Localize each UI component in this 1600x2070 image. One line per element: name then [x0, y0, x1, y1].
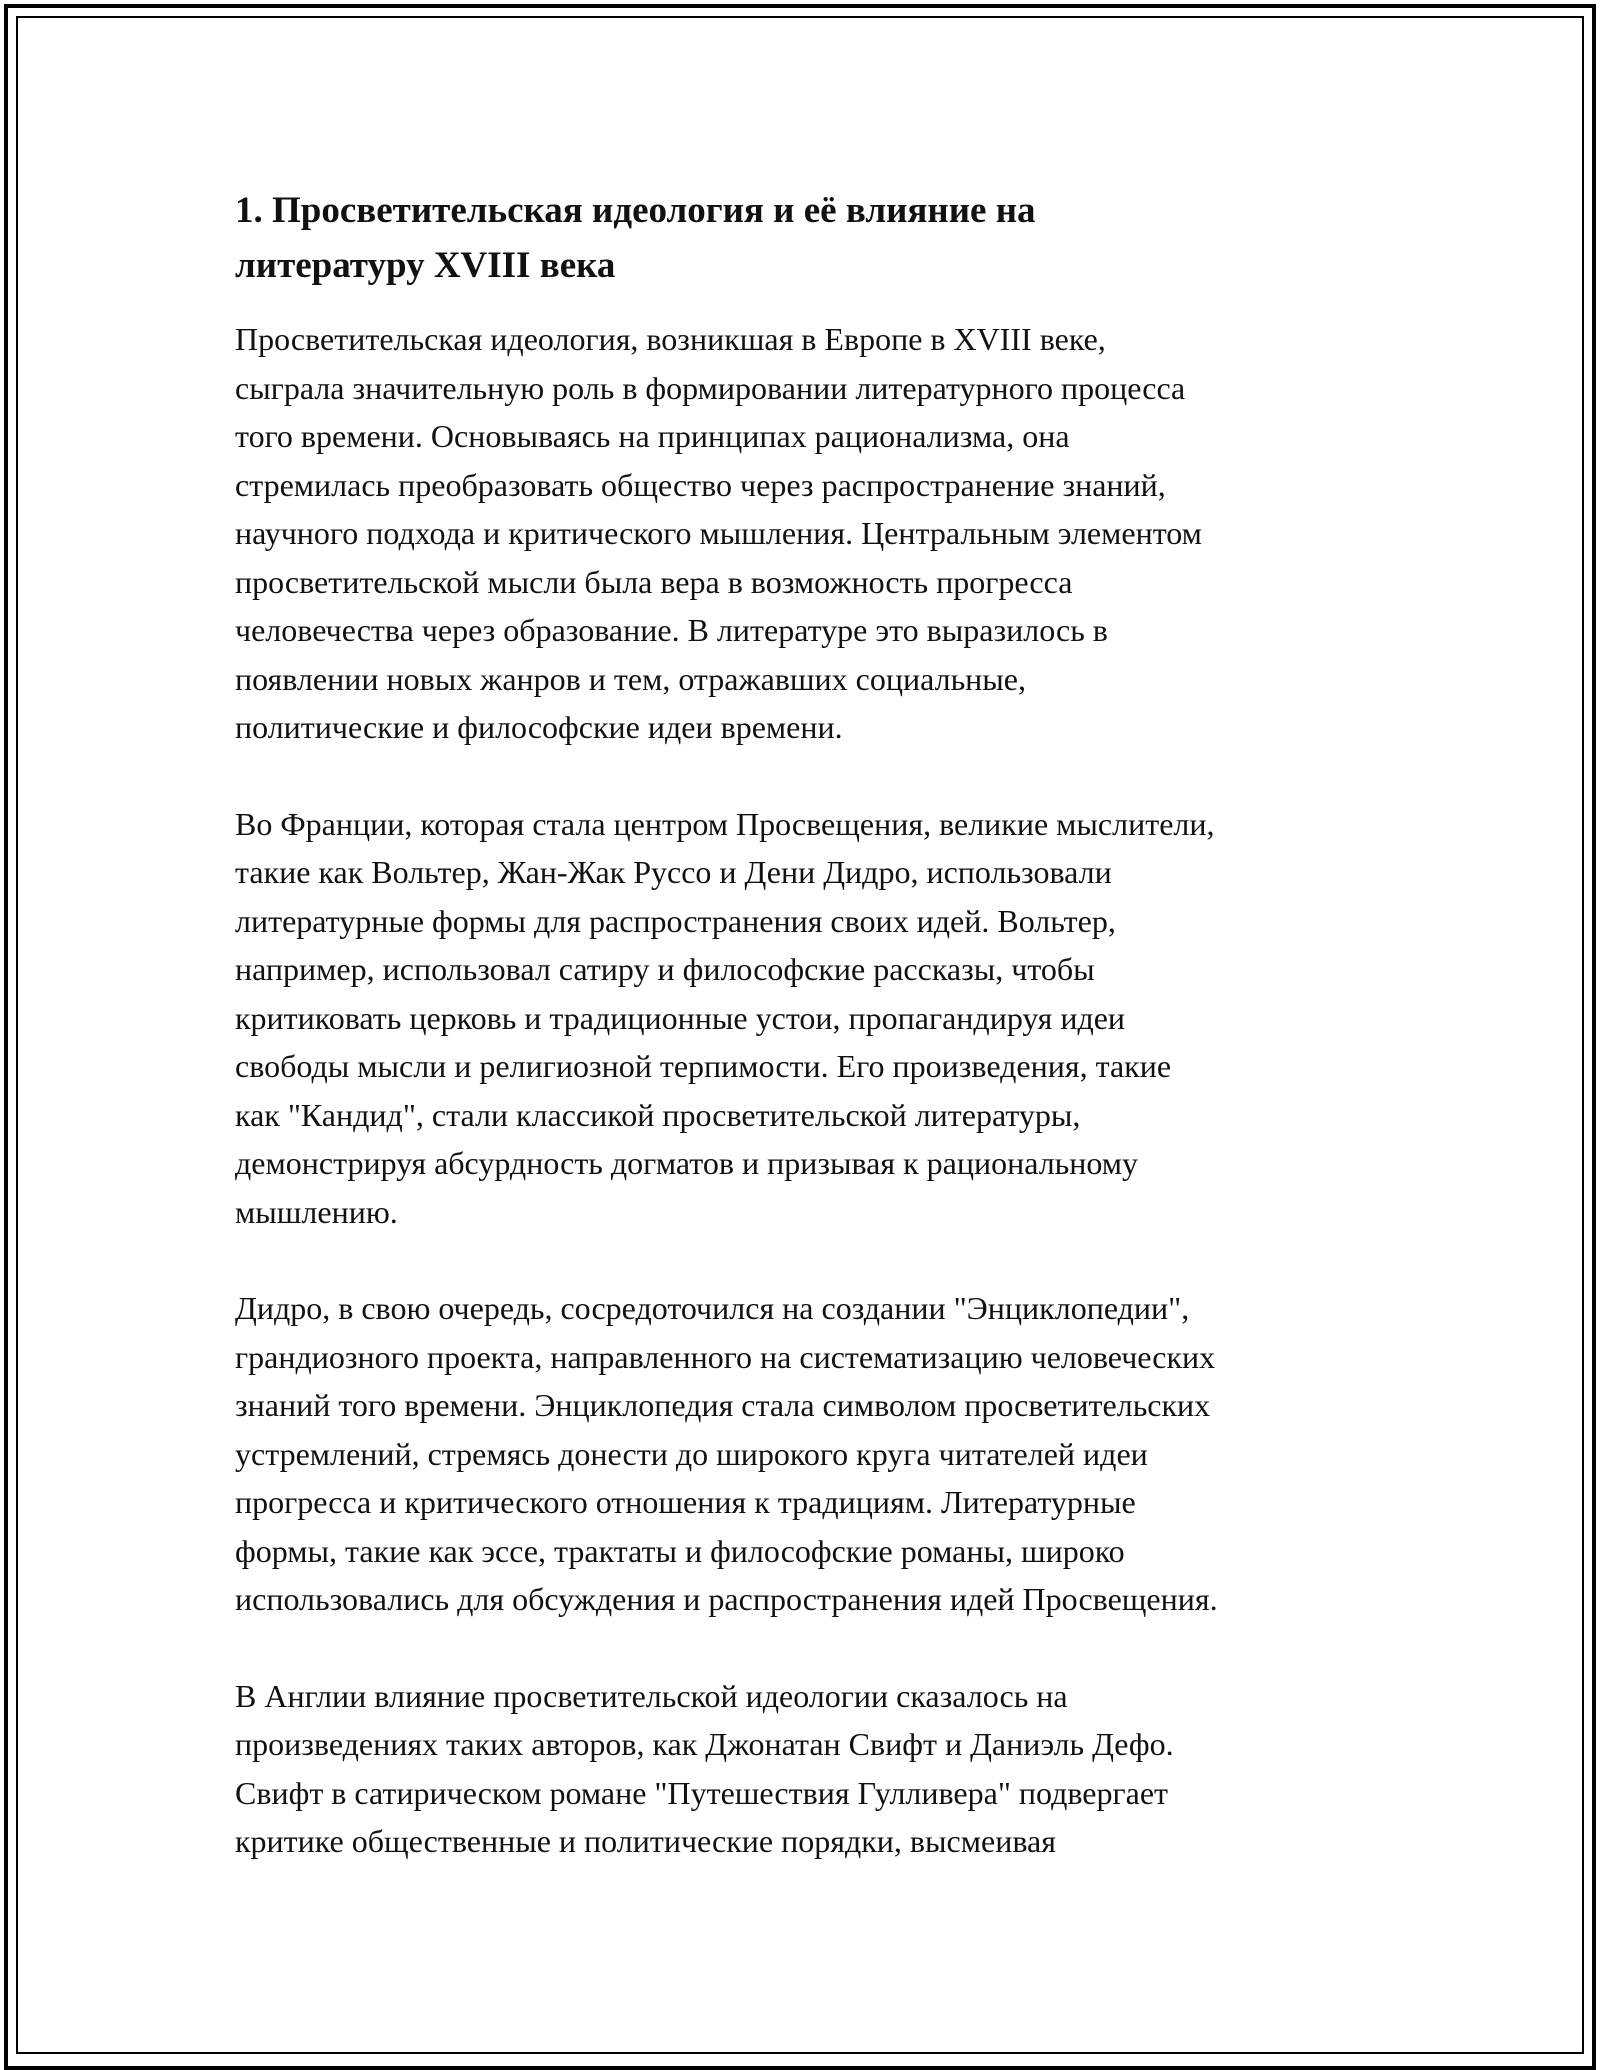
paragraph-4: В Англии влияние просветительской идеологии сказалось на произведениях таких авторов, как Джонатан Свифт и Даниэль Дефо. Свифт в сатирическом романе "Путешествия Гулливера" подвергает критике общественные и политические порядки, высмеивая: [235, 1677, 1174, 1859]
paragraph-2: Во Франции, которая стала центром Просвещения, великие мыслители, такие как Вольтер, Жан-Жак Руссо и Дени Дидро, использовали литературные формы для распространения своих идей. Вольтер, например, использовал сатиру и философские рассказы, чтобы критиковать церковь и традиционные устои, пропагандируя идеи свободы мысли и религиозной терпимости. Его произведения, такие как "Кандид", стали классикой просветительской литературы, демонстрируя абсурдность догматов и призывая к рациональному мышлению.: [235, 805, 1215, 1230]
section-heading: 1. Просветительская идеология и её влияние на литературу XVIII века: [235, 190, 1036, 286]
paragraph-1: Просветительская идеология, возникшая в Европе в XVIII веке, сыграла значительную роль в формировании литературного процесса того времени. Основываясь на принципах рационализма, она стремилась преобразовать общество через распространение знаний, научного подхода и критического мышления. Центральным элементом просветительской мысли была вера в возможность прогресса человечества через образование. В литературе это выразилось в появлении новых жанров и тем, отражавших социальные, политические и философские идеи времени.: [235, 321, 1202, 745]
paragraph-3: Дидро, в свою очередь, сосредоточился на создании "Энциклопедии", грандиозного проекта, направленного на систематизацию человеческих знаний того времени. Энциклопедия стала символом просветительских устремлений, стремясь донести до широкого круга читателей идеи прогресса и критического отношения к традициям. Литературные формы, такие как эссе, трактаты и философские романы, широко использовались для обсуждения и распространения идей Просвещения.: [235, 1290, 1218, 1617]
document-body: [235, 183, 1375, 1914]
